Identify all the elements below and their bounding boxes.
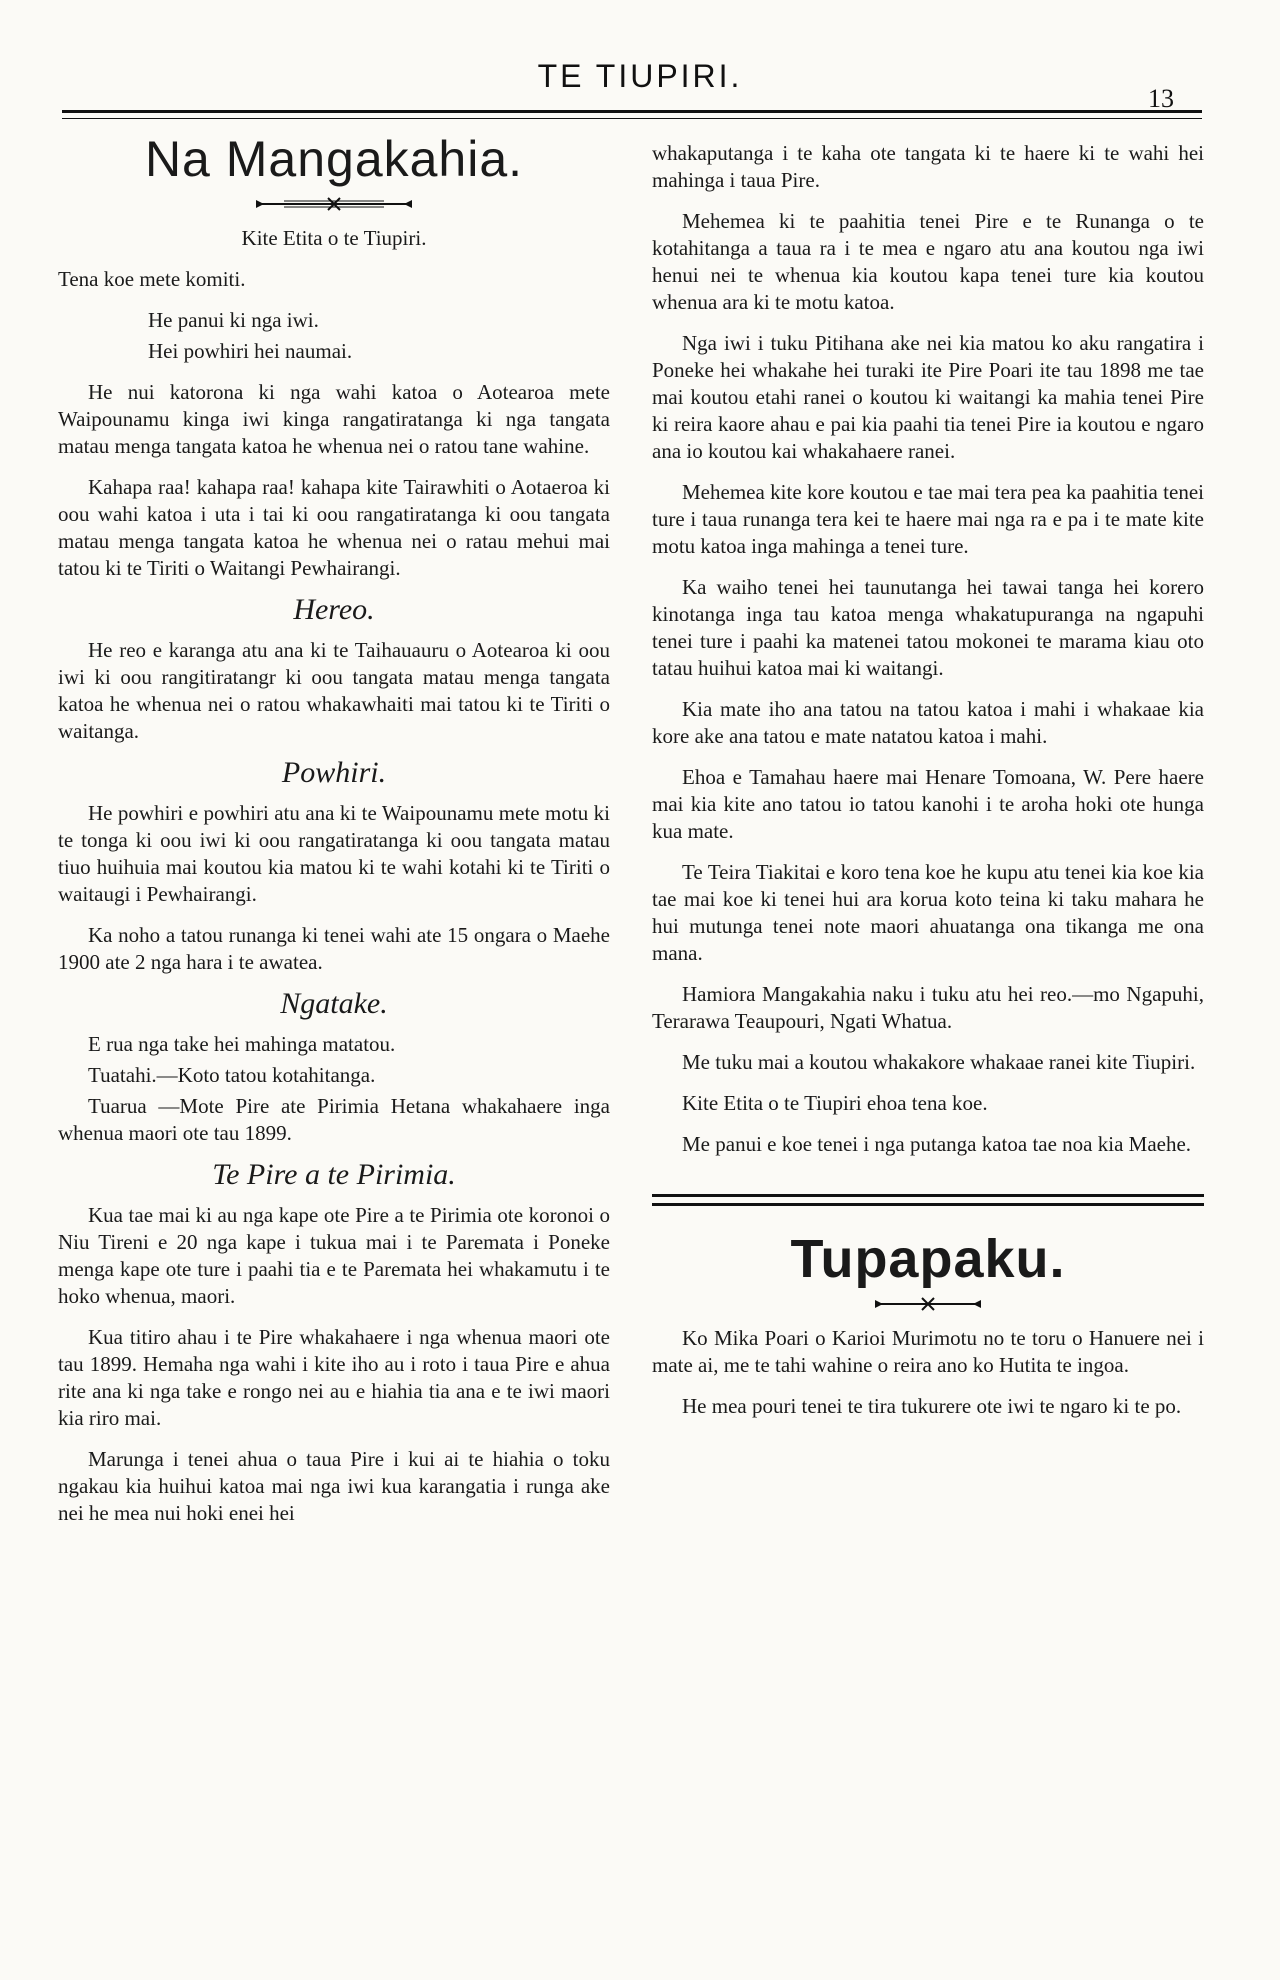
paragraph: He mea pouri tenei te tira tukurere ote iwi te ngaro ki te po. bbox=[682, 1394, 1182, 1418]
paragraph: Kia mate iho ana tatou na tatou katoa i mahi i whakaae kia kore ake ana tatou e mate natatou katoa i mahi. bbox=[652, 697, 1204, 748]
paragraph: He nui katorona ki nga wahi katoa o Aotearoa mete Waipounamu kinga iwi kinga rangatiratanga ki nga tangata matau menga tangata katoa he whenua nei o ratou tane wahine. bbox=[58, 380, 610, 458]
paragraph: Kua tae mai ki au nga kape ote Pire a te Pirimia ote koronoi o Niu Tireni e 20 nga kape i tukua mai i te Paremata i Poneke menga kape ote ture i paahi tia e te Paremata hei whakamutu i te hoko whenua, maori. bbox=[58, 1203, 610, 1308]
paragraph: Ko Mika Poari o Karioi Murimotu no te toru o Hanuere nei i mate ai, me te tahi wahine o reira ano ko Hutita te ingoa. bbox=[652, 1326, 1204, 1377]
paragraph: Mehemea ki te paahitia tenei Pire e te Runanga o te kotahitanga a taua ra i te mea e ngaro atu ana koutou nga iwi henui nei te whenua kia koutou kapa tenei ture kia koutou whenua ara ki te motu katoa. bbox=[652, 209, 1204, 314]
ornament-icon bbox=[873, 1297, 983, 1311]
paragraph: Me tuku mai a koutou whakakore whakaae ranei kite Tiupiri. bbox=[682, 1050, 1196, 1074]
paragraph: Kite Etita o te Tiupiri ehoa tena koe. bbox=[682, 1091, 988, 1115]
paragraph: Tuarua —Mote Pire ate Pirimia Hetana whakahaere inga whenua maori ote tau 1899. bbox=[58, 1094, 610, 1145]
paragraph: Hamiora Mangakahia naku i tuku atu hei reo.—mo Ngapuhi, Terarawa Teaupouri, Ngati Whatua. bbox=[652, 982, 1204, 1033]
section-divider-lower bbox=[652, 1203, 1204, 1206]
paragraph: Me panui e koe tenei i nga putanga katoa tae noa kia Maehe. bbox=[682, 1132, 1192, 1156]
paragraph: Mehemea kite kore koutou e tae mai tera pea ka paahitia tenei ture i taua runanga tera kei te haere mai nga ra e pa i te mate kite motu katoa inga mahinga a tenei ture. bbox=[652, 480, 1204, 558]
section-heading-powhiri: Powhiri. bbox=[281, 756, 387, 789]
article-title-tupapaku: Tupapaku. bbox=[790, 1229, 1066, 1289]
section-heading-hereo: Hereo. bbox=[293, 593, 375, 626]
article-title: Na Mangakahia. bbox=[144, 131, 524, 187]
paragraph: Te Teira Tiakitai e koro tena koe he kupu atu tenei kia koe kia tae mai koe ki tenei hui ara korua koto teina ki taku mahara he hui mutunga tenei note maori ahuatanga ona tikanga me ona mana. bbox=[652, 860, 1204, 965]
greeting-committee: Tena koe mete komiti. bbox=[58, 267, 246, 291]
paragraph: whakaputanga i te kaha ote tangata ki te haere ki te wahi hei mahinga i taua Pire. bbox=[652, 141, 1204, 192]
paragraph: Ehoa e Tamahau haere mai Henare Tomoana, W. Pere haere mai kia kite ano tatou io tatou kanohi i te aroha hoki ote hunga kua mate. bbox=[652, 765, 1204, 843]
paragraph: He powhiri e powhiri atu ana ki te Waipounamu mete motu ki te tonga ki oou iwi ki oou rangatiratanga ki oou tangata matau tiuo huihuia mai koutou kia matou ki te wahi kotahi ki te Tiriti o waitaugi i Pewhairangi. bbox=[58, 801, 610, 906]
right-column bbox=[652, 140, 1204, 1434]
paragraph: Kua titiro ahau i te Pire whakahaere i nga whenua maori ote tau 1899. Hemaha nga wahi i kite iho au i roto i taua Pire e ahua rite ana ki nga take e rongo nei au e hiahia tia ana e te iwi maori kia riro mai. bbox=[58, 1325, 610, 1430]
paragraph: Marunga i tenei ahua o taua Pire i kui ai te hiahia o toku ngakau kia huihui katoa mai nga iwi kua karangatia i runga ake nei he mea nui hoki enei hei bbox=[58, 1447, 610, 1525]
paragraph: Ka waiho tenei hei taunutanga hei tawai tanga hei korero kinotanga inga tau katoa menga whakatupuranga na ngapuhi tenei ture i paahi ka matenei tatou mokonei te marama kiau oto tatau huihui katoa mai ki waitangi. bbox=[652, 575, 1204, 680]
section-heading-te-pire: Te Pire a te Pirimia. bbox=[212, 1158, 456, 1191]
header-rule-thin bbox=[62, 118, 1202, 119]
ornament-icon bbox=[254, 197, 414, 211]
ornament-divider bbox=[652, 1291, 1204, 1307]
page-number: 13 bbox=[1148, 84, 1174, 113]
notice-line: He panui ki nga iwi. bbox=[148, 308, 319, 332]
paragraph: Ka noho a tatou runanga ki tenei wahi ate 15 ongara o Maehe 1900 ate 2 nga hara i te awatea. bbox=[58, 923, 610, 974]
paragraph: Tuatahi.—Koto tatou kotahitanga. bbox=[88, 1063, 376, 1087]
paragraph: Nga iwi i tuku Pitihana ake nei kia matou ko aku rangatira i Poneke hei whakahe hei turaki ite Pire Poari ite tau 1898 me tae mai koutou etahi ranei o koutou ki waitangi ka mahia tenei Pire ki reira kaore ahau e pai kia paahi tia tenei Pire ia koutou e ngaro ana io koutou kai whakahaere ranei. bbox=[652, 331, 1204, 463]
paragraph: He reo e karanga atu ana ki te Taihauauru o Aotearoa ki oou iwi ki oou rangitiratangr ki oou tangata matau menga tangata katoa he whenua nei o ratou whakawhaiti mai tatou ki te Tiriti o waitanga. bbox=[58, 638, 610, 743]
ornament-divider bbox=[58, 191, 610, 207]
section-heading-ngatake: Ngatake. bbox=[280, 987, 388, 1020]
masthead-title: TE TIUPIRI. bbox=[537, 58, 743, 94]
greeting-editor: Kite Etita o te Tiupiri. bbox=[241, 226, 427, 250]
welcome-line: Hei powhiri hei naumai. bbox=[148, 339, 353, 363]
left-column bbox=[58, 131, 610, 1541]
paragraph: Kahapa raa! kahapa raa! kahapa kite Tairawhiti o Aotaeroa ki oou wahi katoa i uta i tai ki oou rangatiratanga ki oou tangata matau menga tangata katoa he whenua nei o ratau mehui mai tatou ki te Tiriti o Waitangi Pewhairangi. bbox=[58, 475, 610, 580]
section-divider bbox=[652, 1194, 1204, 1197]
paragraph: E rua nga take hei mahinga matatou. bbox=[88, 1032, 396, 1056]
header-rule bbox=[62, 110, 1202, 113]
